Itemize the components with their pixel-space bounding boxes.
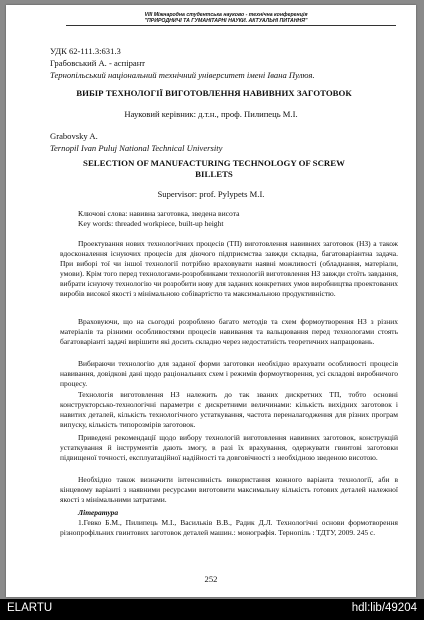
repository-name: ELARTU [7,602,53,614]
title-en-line2: BILLETS [195,169,233,179]
affiliation-en: Ternopil Ivan Puluj National Technical University [50,143,223,153]
affiliation-ua: Тернопільський національний технічний університет імені Івана Пулюя. [50,70,315,80]
references-section [60,508,398,538]
body-paragraph: Вибираючи технологію для заданої форми заготовки необхідно врахувати особливості процесів навивання, довідкові дані щодо раціональних схем і режимів формоутворення, усі складові виробничого процесу. [60,359,398,388]
supervisor-en: Supervisor: prof. Pylypets M.I. [157,189,265,199]
reference-item: 1.Гевко Б.М., Пилипець М.І., Васильків В.В., Радик Д.Л. Технологічні основи формотворення різнопрофільних гвинтових заготовок деталей машин.: монографія. Тернопіль : ТДТУ, 2009. 245 с. [60,517,398,537]
body-paragraph: Враховуючи, що на сьогодні розроблено багато методів та схем формоутворення НЗ з різних матеріалів та різними особливостями процесів навивання та вальцювання перед технологами стоять багатоваріанті задачі вирішити які досить складно через недостатність теоретичних напрацювань. [60,317,398,346]
header-rule [66,25,396,26]
conference-header-line1: VIII Міжнародна студентська науково - технічна конференція [144,12,308,18]
author-en: Grabovsky A. [50,131,98,141]
handle-id: hdl:lib/49204 [351,602,417,614]
author-ua: Грабовський А. - аспірант [50,58,146,68]
page-number: 252 [204,574,218,584]
body-paragraph: Технологія виготовлення НЗ належить до так званих дискретних ТП, тобто основні конструкторсько-технологічні параметри є дискретними величинами: кількість вихідних заготовок і навитих деталей, кількість технологічного устаткування, частота переналагодження для різних програм випуску, кількість типорозмірів заготовок. [60,390,398,429]
repository-footer-bar [0,599,424,620]
body-paragraph: Необхідно також визначити інтенсивність використання кожного варіанта технології, аби в кінцевому варіанті з наявними ресурсами виготовити максимальну кількість готових деталей належної якості з мінімальними затратами. [60,475,398,504]
body-paragraph: Проектування нових технологічних процесів (ТП) виготовлення навивних заготовок (НЗ) а також вдосконалення існуючих процесів для діючого підприємства завжди складна, багатоваріантна задача. При виборі тої чи іншої технології потрібно враховувати наявні можливості (обладнання, матеріали, умови). Крім того перед технологами-розробниками технологій виготовлення НЗ завжди стоїть завдання, вибрати існуючу технологію чи розробити нову для заданих конкретних умов виробництва проектованих виробів високої якості з мінімальною собівартістю та максимальною продуктивністю. [60,239,398,298]
udc-code: УДК 62-111.3:631.3 [50,46,121,56]
title-en-line1: SELECTION OF MANUFACTURING TECHNOLOGY OF SCREW [83,158,345,168]
keywords-ua: Ключові слова: навивна заготовка, зведена висота [78,209,240,218]
keywords-en: Key words: threaded workpiece, built-up height [78,219,224,228]
conference-header-line2: "ПРИРОДНИЧІ ТА ГУМАНІТАРНІ НАУКИ. АКТУАЛЬНІ ПИТАННЯ" [144,18,308,24]
body-paragraph: Приведені рекомендації щодо вибору технологій виготовлення навивних заготовок, конструкцій устаткування й інструментів дають змогу, в разі їх врахування, одержувати гвинтові заготовки підвищеної точності, експлуатаційної надійності та довговічності з необхідною зведеною висотою. [60,433,398,462]
document-page [6,5,416,597]
title-ua: ВИБІР ТЕХНОЛОГІЇ ВИГОТОВЛЕННЯ НАВИВНИХ ЗАГОТОВОК [76,88,352,98]
supervisor-ua: Науковий керівник: д.т.н., проф. Пилипець М.І. [124,109,298,119]
references-heading: Література [78,508,119,517]
